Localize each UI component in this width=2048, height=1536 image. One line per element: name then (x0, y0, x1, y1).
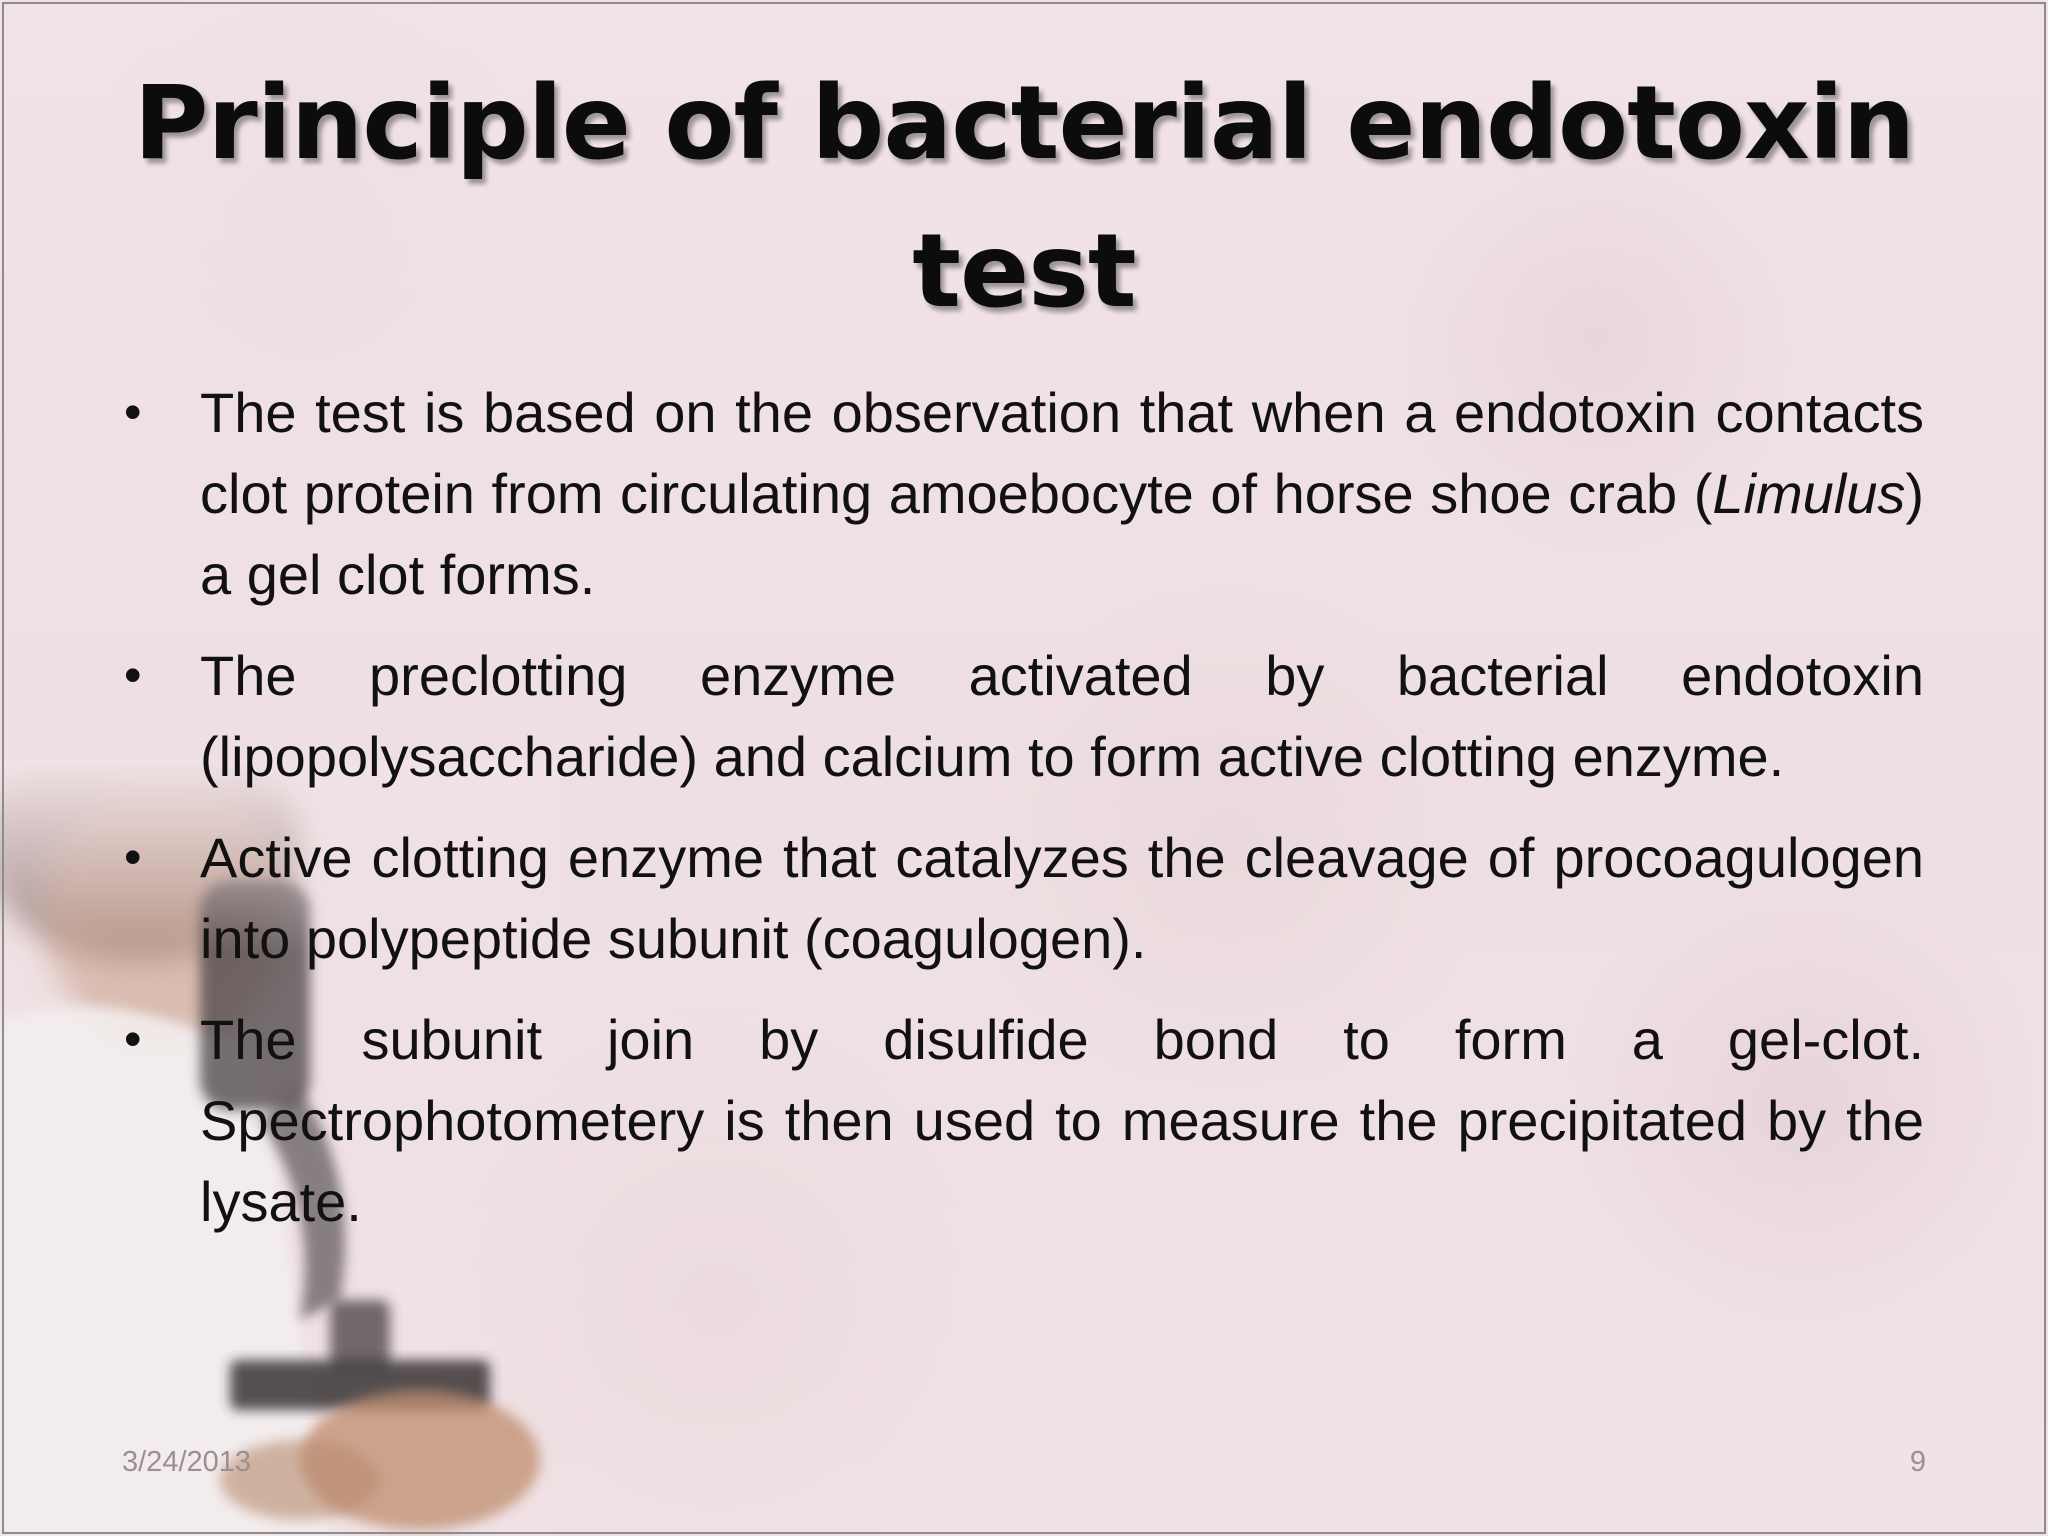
bullet-icon: • (124, 647, 142, 703)
page-number: 9 (1909, 1446, 1926, 1478)
bullet-text: Active clotting enzyme that catalyzes the cleavage of procoagulogen into polypeptide subunit (coagulogen). (200, 826, 1924, 970)
bullet-text-part: The test is based on the observation that when a endotoxin contacts clot protein from circulating amoebocyte of horse shoe crab ( (200, 381, 1924, 525)
bullet-text-part: ) a gel clot forms. (200, 462, 1924, 606)
bullet-text: The subunit join by disulfide bond to form a gel-clot. Spectrophotometery is then used to measure the precipitated by the lysate. (200, 1008, 1924, 1233)
bullet-item-3 (120, 817, 1924, 979)
bullet-list (120, 372, 1924, 1262)
bullet-text: The preclotting enzyme activated by bacterial endotoxin (lipopolysaccharide) and calcium to form active clotting enzyme. (200, 644, 1924, 788)
bullet-item-1 (120, 372, 1924, 615)
bullet-item-4 (120, 999, 1924, 1242)
bullet-icon: • (124, 1011, 142, 1067)
bullet-icon: • (124, 384, 142, 440)
footer-date: 3/24/2013 (122, 1446, 252, 1478)
bullet-italic-text: Limulus (1712, 462, 1906, 525)
slide-title: Principle of bacterial endotoxin test (133, 64, 1915, 331)
bullet-icon: • (124, 829, 142, 885)
bullet-item-2 (120, 635, 1924, 797)
